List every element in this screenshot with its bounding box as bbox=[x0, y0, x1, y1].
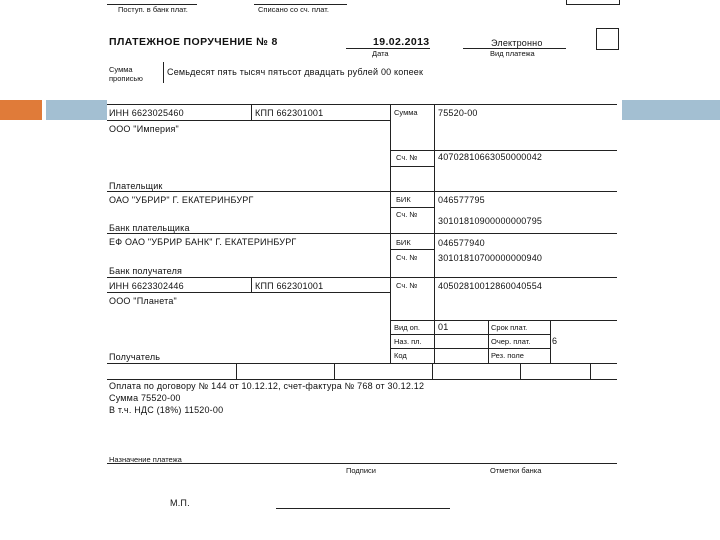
payer-account-label: Сч. № bbox=[396, 153, 418, 162]
recipient-bank-label: Банк получателя bbox=[109, 266, 183, 276]
payer-bank-bik: 046577795 bbox=[438, 195, 485, 205]
debited-label: Списано со сч. плат. bbox=[258, 5, 329, 14]
payment-type-label: Вид платежа bbox=[490, 49, 535, 58]
recipient-account: 40502810012860040554 bbox=[438, 281, 543, 291]
signatures-label: Подписи bbox=[346, 466, 376, 475]
document-title: ПЛАТЕЖНОЕ ПОРУЧЕНИЕ № 8 bbox=[109, 36, 278, 48]
date-value: 19.02.2013 bbox=[373, 36, 430, 48]
due-label: Срок плат. bbox=[491, 323, 528, 332]
sum-words-label-2: прописью bbox=[109, 74, 143, 83]
payer-account: 40702810663050000042 bbox=[438, 152, 543, 162]
payer-bank-corr-label: Сч. № bbox=[396, 210, 418, 219]
accent-bar-steel-left bbox=[46, 100, 107, 120]
recipient-inn: ИНН 6623302446 bbox=[109, 281, 184, 291]
res-field-label: Рез. поле bbox=[491, 351, 524, 360]
op-type-value: 01 bbox=[438, 322, 449, 332]
payer-bank-bik-label: БИК bbox=[396, 195, 411, 204]
recipient-label: Получатель bbox=[109, 352, 161, 362]
order-label: Очер. плат. bbox=[491, 337, 531, 346]
recipient-bank-bik-label: БИК bbox=[396, 238, 411, 247]
payer-bank-label: Банк плательщика bbox=[109, 223, 190, 233]
recipient-bank-name: ЕФ ОАО "УБРИР БАНК" Г. ЕКАТЕРИНБУРГ bbox=[109, 237, 297, 247]
recipient-kpp: КПП 662301001 bbox=[255, 281, 324, 291]
op-type-label: Вид оп. bbox=[394, 323, 420, 332]
order-value: 6 bbox=[552, 336, 558, 346]
bank-marks-label: Отметки банка bbox=[490, 466, 542, 475]
payer-bank-name: ОАО "УБРИР" Г. ЕКАТЕРИНБУРГ bbox=[109, 195, 254, 205]
accent-bar-steel-right bbox=[622, 100, 720, 120]
received-label: Поступ. в банк плат. bbox=[118, 5, 188, 14]
purpose-line-3: В т.ч. НДС (18%) 11520-00 bbox=[109, 405, 224, 415]
purpose-line-2: Сумма 75520-00 bbox=[109, 393, 181, 403]
mp-label: М.П. bbox=[170, 498, 190, 508]
accent-bar-orange bbox=[0, 100, 42, 120]
amount-label: Сумма bbox=[394, 108, 418, 117]
payment-type-value: Электронно bbox=[491, 38, 543, 48]
top-corner-box bbox=[566, 0, 620, 5]
recipient-bank-bik: 046577940 bbox=[438, 238, 485, 248]
payer-bank-corr-account: 30101810900000000795 bbox=[438, 216, 543, 226]
date-label: Дата bbox=[372, 49, 389, 58]
recipient-name: ООО "Планета" bbox=[109, 296, 177, 306]
payer-name: ООО "Империя" bbox=[109, 124, 179, 134]
payer-inn: ИНН 6623025460 bbox=[109, 108, 184, 118]
status-box bbox=[596, 28, 619, 50]
purpose-line-1: Оплата по договору № 144 от 10.12.12, счет-фактура № 768 от 30.12.12 bbox=[109, 381, 425, 391]
purpose-code-label: Наз. пл. bbox=[394, 337, 422, 346]
sum-words-label-1: Сумма bbox=[109, 65, 133, 74]
recipient-bank-corr-label: Сч. № bbox=[396, 253, 418, 262]
sum-words-value: Семьдесят пять тысяч пятьсот двадцать рублей 00 копеек bbox=[167, 67, 424, 77]
payer-kpp: КПП 662301001 bbox=[255, 108, 324, 118]
recipient-account-label: Сч. № bbox=[396, 281, 418, 290]
signature-line bbox=[276, 508, 450, 509]
code-label: Код bbox=[394, 351, 407, 360]
amount-value: 75520-00 bbox=[438, 108, 478, 118]
recipient-bank-corr-account: 30101810700000000940 bbox=[438, 253, 543, 263]
payer-label: Плательщик bbox=[109, 181, 163, 191]
purpose-label: Назначение платежа bbox=[109, 455, 182, 464]
